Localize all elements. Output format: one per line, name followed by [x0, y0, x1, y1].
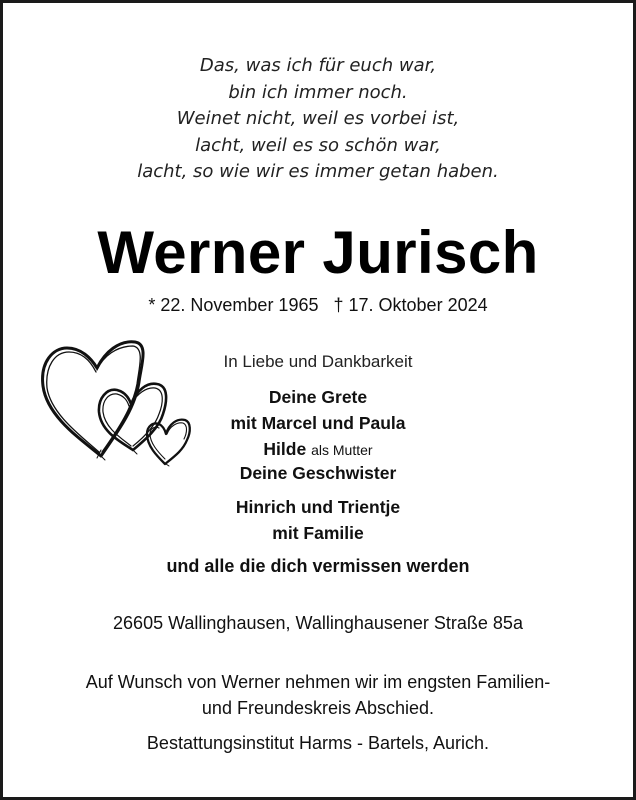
- family-name: Hilde: [263, 439, 307, 459]
- family-line: mit Familie: [272, 523, 364, 543]
- family-line: [3, 437, 633, 462]
- undertaker: Bestattungsinstitut Harms - Bartels, Aurich.: [146, 733, 490, 753]
- deceased-name: Werner Jurisch: [97, 219, 539, 286]
- family-line: Deine Grete: [268, 387, 368, 407]
- note-line: Auf Wunsch von Werner nehmen wir im engsten Familien-: [85, 672, 551, 692]
- family-line: Hinrich und Trientje: [235, 497, 401, 517]
- birth-date: * 22. November 1965: [148, 295, 319, 315]
- poem: [3, 53, 633, 186]
- note-line: und Freundeskreis Abschied.: [201, 698, 435, 718]
- poem-line: lacht, weil es so schön war,: [195, 134, 441, 156]
- poem-line: lacht, so wie wir es immer getan haben.: [137, 161, 499, 182]
- farewell-note: [3, 669, 633, 721]
- family-relation: als Mutter: [311, 442, 373, 458]
- family-line: Deine Geschwister: [239, 463, 397, 483]
- poem-line: Weinet nicht, weil es vorbei ist,: [176, 108, 460, 129]
- poem-line: Das, was ich für euch war,: [199, 55, 437, 76]
- life-dates: [3, 293, 633, 317]
- address: 26605 Wallinghausen, Wallinghausener Straße 85a: [113, 613, 523, 633]
- death-date: † 17. Oktober 2024: [333, 295, 488, 315]
- closing-line: und alle die dich vermissen werden: [166, 556, 470, 576]
- tribute-intro: In Liebe und Dankbarkeit: [223, 352, 413, 371]
- poem-line: bin ich immer noch.: [228, 81, 408, 103]
- family-line: mit Marcel und Paula: [230, 413, 406, 433]
